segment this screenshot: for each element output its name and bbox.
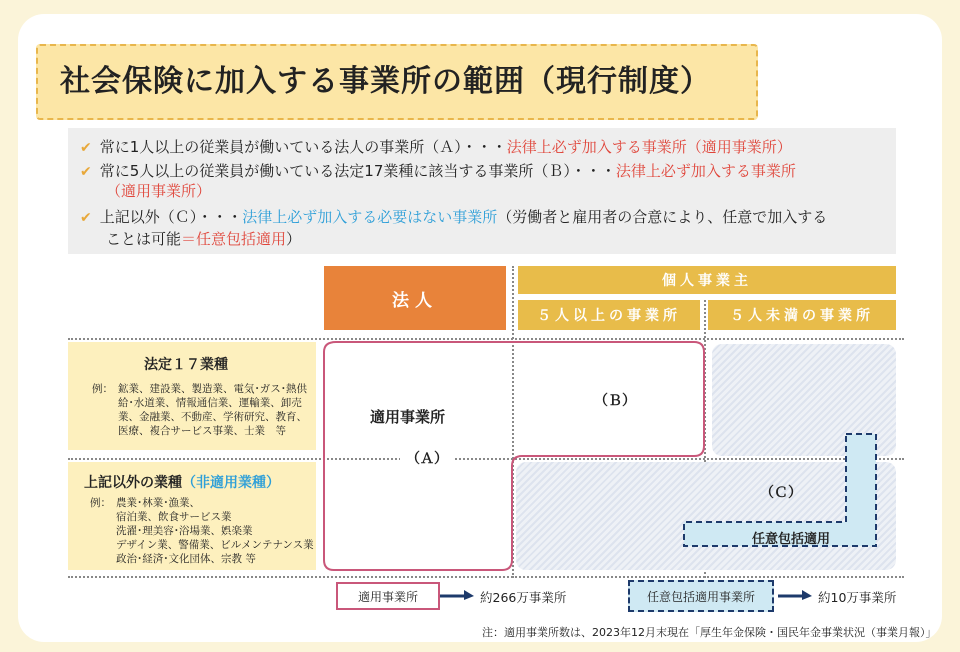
header-hojin: 法人 xyxy=(324,266,506,330)
row-prefix-statutory: 例： xyxy=(92,383,113,395)
row-title-statutory: 法定１７業種 xyxy=(144,357,228,373)
row-examples-other: 農業･林業･漁業、 宿泊業、飲食サービス業 洗濯･理美容･浴場業、娯楽業 デザイン業、警備業、ビルメンテナンス業 政治･経済･文化団体、宗教 等 xyxy=(116,497,314,565)
header-5-or-more: ５人以上の事業所 xyxy=(518,300,700,330)
row-examples-statutory: 鉱業、建設業、製造業、電気･ガス･熱供 給･水道業、情報通信業、運輸業、卸売 業、金融業、不動産、学術研究、教育、 医療、複合サービス事業、士業 等 xyxy=(118,383,307,437)
bullet-c-text-3: ことは可能 xyxy=(106,230,182,248)
bullet-c-text: 上記以外（Ｃ）・・・ xyxy=(99,208,243,226)
header-under-5: ５人未満の事業所 xyxy=(708,300,896,330)
bullet-b-highlight-2: （適用事業所） xyxy=(106,182,212,200)
label-c: （Ｃ） xyxy=(760,485,802,501)
check-icon: ✔ xyxy=(80,140,92,156)
bullet-c-highlight-2: ＝任意包括適用 xyxy=(181,230,287,248)
bullet-c-highlight: 法律上必ず加入する必要はない事業所 xyxy=(242,208,498,226)
footnote: 注：適用事業所数は、2023年12月末現在「厚生年金保険・国民年金事業状況（事業月報）」 xyxy=(482,626,937,639)
check-icon: ✔ xyxy=(80,210,92,226)
row-prefix-other: 例： xyxy=(90,497,111,509)
bullet-b-text: 常に5人以上の従業員が働いている法定17業種に該当する事業所（Ｂ）・・・ xyxy=(99,162,616,180)
arrow-right-icon xyxy=(776,586,816,602)
legend-tekiyo-count: 約266万事業所 xyxy=(480,590,567,605)
legend-nini-count: 約10万事業所 xyxy=(818,590,897,605)
bullet-b-highlight: 法律上必ず加入する事業所 xyxy=(615,162,796,180)
check-icon: ✔ xyxy=(80,164,92,180)
bullet-c-text-4: ） xyxy=(286,230,302,248)
label-tekiyo: 適用事業所 xyxy=(370,408,446,426)
bullet-a-text: 常に1人以上の従業員が働いている法人の事業所（Ａ）・・・ xyxy=(99,138,507,156)
legend-tekiyo-box: 適用事業所 xyxy=(336,582,440,610)
header-kojin: 個人事業主 xyxy=(518,266,896,294)
label-nini: 任意包括適用 xyxy=(752,532,831,547)
bullet-a-highlight: 法律上必ず加入する事業所（適用事業所） xyxy=(506,138,792,156)
bullet-c-text-2: （労働者と雇用者の合意により、任意で加入する xyxy=(497,208,828,226)
label-b: （Ｂ） xyxy=(594,393,636,409)
label-a: （Ａ） xyxy=(400,448,454,468)
legend-nini-box: 任意包括適用事業所 xyxy=(628,580,774,612)
page-title: 社会保険に加入する事業所の範囲（現行制度） xyxy=(60,64,711,99)
arrow-right-icon xyxy=(438,586,478,602)
row-title-other-note: （非適用業種） xyxy=(182,475,280,491)
row-title-other-text: 上記以外の業種 xyxy=(84,475,182,491)
